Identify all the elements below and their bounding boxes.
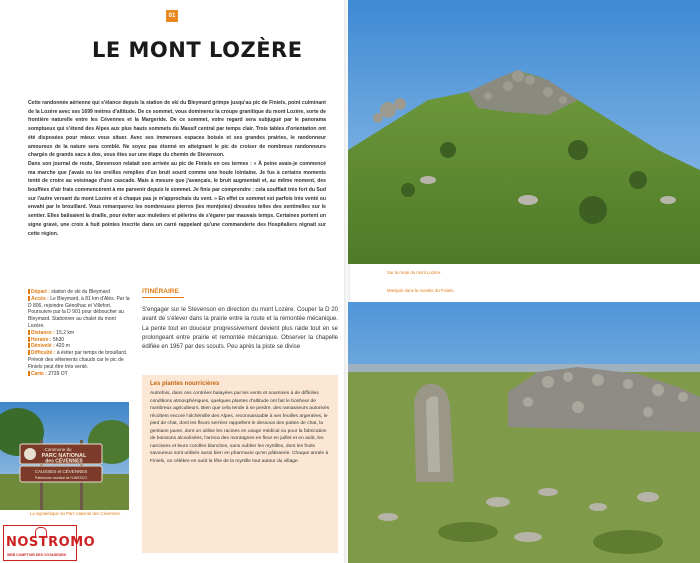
- plants-text: Autrefois, dans ces contrées balayées par les vents et soumises à de difficiles conditions atmosphériques, quelques plantes d'altitude ont fait le bonheur de nombreux agriculteurs. Bien que cela tende à se perdre, des ramasseurs autorisés récoltent encore l'alchémille des Alpes, reconnaissable à ses feuilles argentées, le pied de chat, dont les fleurs serrées rappellent le dessous des pattes de chat, la gentiane jaune, dont on utilise les racines en usage médical ou pour la fabrication de boissons alcoolisées, l'arnica des montagnes en fleur en juillet et en août, les narcisses et leurs corolles blanches, sans oublier les myrtilles, dont les fruits savoureux sont utilisés aussi bien en pharmacie qu'en pâtisserie. Chaque année à Finiels, on célèbre en août la fête de la myrtille tout autour du village.: [150, 391, 330, 464]
- sign-line2: PARC NATIONAL: [41, 453, 87, 459]
- intro-text: [28, 99, 326, 238]
- sign-line3: des CÉVENNES: [45, 458, 83, 465]
- sign-line1: Commune du: [44, 447, 72, 452]
- summit-photo: [348, 0, 700, 264]
- intro-paragraph: Dans son journal de route, Stevenson relatait son arrivée au pic de Finiels en ces termes : « À peine avais-je commencé ma marche que j'avais eu les oreilles remplies d'un bruit sourd comme une houle lointaine. Je fus à certains moments tenté de croire au voisinage d'une cascade. Mais à mesure que j'avançais, le bruit augmentait et, au même moment, des bouffées d'air frais commencèrent à me parvenir depuis le sommet. Je finis par comprendre : cela soufflait très fort du Sud sur l'autre versant du mont Lozère et à chaque pas je m'approchais du vent. » En effet ce sommet est parfois très venté ou envahi par le brouillard. Vous remarquerez les nombreuses pierres (les montjoies) dressées telles des sentinelles sur le sentier. Elles balisaient la draille, pour éviter aux muletiers et pèlerins de s'égarer par mauvais temps. Certaines portent un signe gravé, une croix à huit pointes inscrite dans un carré rappelant qu'une commanderie des Hospitaliers régnait sur cette région.: [28, 160, 326, 237]
- plants-sidebar: [142, 375, 338, 553]
- park-sign-photo: [0, 402, 129, 510]
- info-line: Accès : Le Bleymard, à 81 km d'Alès. Par la D 806, rejoindre Génolhac et Villefort. Poursuivre par la D 901 pour déboucher au Bleymard. Stationner au chalet du mont Lozère.: [28, 295, 130, 329]
- nostromo-logo: [3, 525, 96, 561]
- sign-caption: La signalétique du Parc national des Cévennes.: [30, 511, 122, 516]
- sign-line4: CAUSSES et CÉVENNES: [34, 469, 88, 474]
- sign-line5: Patrimoine mondial de l'UNESCO: [34, 476, 88, 480]
- logo-text: NOSTROMO: [6, 535, 96, 550]
- itinerary-heading: ITINÉRAIRE: [142, 288, 179, 295]
- intro-paragraph: Cette randonnée aérienne qui s'élance depuis la station de ski du Bleymard grimpe jusqu'au pic de Finiels, point culminant de la Lozère avec ses 1699 mètres d'altitude. De ce sommet, vous dominerez la croupe granitique du mont Lozère, sorte de frontière naturelle entre les Cévennes et la Margeride. De ce sommet, votre regard sera subjugué par le panorama somptueux qui s'étend des Alpes aux plus hauts sommets du Massif central par temps clair. Trois tables d'orientation ont été disposées pour mieux vous situer. Avec ses immenses espaces boisés et ses grandes prairies, le randonneur amoureux de la nature sera comblé. Ne soyez pas étonné en atteignant le pic de croiser de nombreux randonneurs chargés de grands sacs à dos, vous êtes sur une étape du chemin de Stevenson.: [28, 100, 326, 159]
- page-number: 01: [166, 10, 178, 22]
- info-line: Dénivelé : 420 m: [28, 343, 132, 350]
- top-photo-caption: Sur la route du mont Lozère.: [387, 270, 442, 275]
- montjoie-photo: [348, 302, 700, 563]
- plants-title: Les plantes nourricières: [150, 381, 220, 387]
- logo-subtext: WEB COMPTOIR DES VOYAGEURS: [7, 553, 67, 557]
- page-title: LE MONT LOZÈRE: [92, 38, 303, 62]
- itinerary-underline: [142, 297, 184, 298]
- info-line: Départ : station de ski du Bleymard: [28, 289, 132, 296]
- bottom-photo-caption: Montjoie dans la montée du Finiels.: [387, 288, 455, 293]
- info-line: Distance : 15,2 km: [28, 330, 132, 337]
- practical-info: [28, 289, 132, 377]
- info-line: Horaire : 5h30: [28, 337, 132, 344]
- itinerary-text: S'engager sur le Stevenson en direction du mont Lozère. Couper la D 20 avant de s'élever dans la prairie entre la route et la remontée mécanique. La pente tout en douceur progressivement devient plus raide tout en se prolongeant entre prairie et remontée mécanique. Observer la chapelle édifiée en 1967 par des scouts. Peu après la piste se divise: [142, 307, 338, 351]
- info-line: Difficulté : à éviter par temps de brouillard. Prévoir des vêtements chauds car le pic de Finiels peut être très venté.: [28, 350, 128, 370]
- info-line: Carte : 2739 OT: [28, 371, 132, 378]
